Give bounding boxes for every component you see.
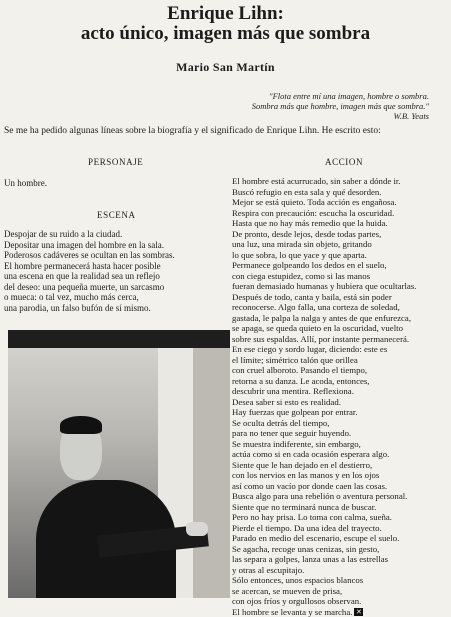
- escena-text: [4, 229, 175, 313]
- escena-line: Depositar una imagen del hombre en la sala.: [4, 240, 175, 251]
- accion-line: Siente que no terminará nunca de buscar.: [232, 502, 448, 513]
- accion-line: reconocerse. Algo falla, una corteza de soledad,: [232, 302, 448, 313]
- epigraph-attribution: W.B. Yeats: [252, 111, 429, 121]
- accion-line: Se oculta detrás del tiempo,: [232, 418, 448, 429]
- escena-line: Poderosos cadáveres se ocultan en las sombras.: [4, 250, 175, 261]
- accion-line: el límite; simétrico talón que orillea: [232, 355, 448, 366]
- accion-line: y otras al escupitajo.: [232, 565, 448, 576]
- accion-line: así como un vacío por donde caen las cosas.: [232, 481, 448, 492]
- escena-line: o mueca: o tal vez, mucho más cerca,: [4, 292, 175, 303]
- accion-line: con los nervios en las manos y en los ojos: [232, 470, 448, 481]
- epigraph-line: "Flota entre mí una imagen, hombre o sombra.: [252, 91, 429, 101]
- accion-line: las separa a golpes, lanza unas a las estrellas: [232, 554, 448, 565]
- accion-line: actúa como si en cada ocasión esperara algo.: [232, 449, 448, 460]
- accion-line: con cruel alboroto. Pasando el tiempo,: [232, 365, 448, 376]
- escena-line: una parodia, un falso bufón de sí mismo.: [4, 303, 175, 314]
- accion-line: Hasta que no hay más remedio que la huida.: [232, 218, 448, 229]
- accion-line: gastada, le palpa la nalga y antes de que enfurezca,: [232, 313, 448, 324]
- accion-line: Sólo entonces, unos espacios blancos: [232, 575, 448, 586]
- article-title-line-1: Enrique Lihn:: [0, 4, 451, 24]
- accion-line: Se muestra indiferente, sin embargo,: [232, 439, 448, 450]
- article-title-line-2: acto único, imagen más que sombra: [0, 24, 451, 44]
- accion-line: Pierde el tiempo. Da una idea del trayecto.: [232, 523, 448, 534]
- accion-line: con ciega estupidez, como si las manos: [232, 271, 448, 282]
- accion-line: una luz, una mirada sin objeto, gritando: [232, 239, 448, 250]
- accion-line: para no tener que seguir huyendo.: [232, 428, 448, 439]
- accion-line: Buscó refugio en esta sala y qué desorden.: [232, 187, 448, 198]
- accion-line: se apaga, se queda quieto en la oscuridad, vuelto: [232, 323, 448, 334]
- accion-line: Siente que le han dejado en el destierro,: [232, 460, 448, 471]
- accion-line: Permanece golpeando los dedos en el suelo,: [232, 260, 448, 271]
- accion-line: retorna a su danza. Le acoda, entonces,: [232, 376, 448, 387]
- accion-heading: ACCION: [325, 157, 363, 167]
- accion-line: El hombre se levanta y se marcha. ✕: [232, 607, 448, 617]
- accion-line: Busca algo para una rebelión o aventura personal.: [232, 491, 448, 502]
- epigraph-line: Sombra más que hombre, imagen más que sombra.": [252, 101, 429, 111]
- accion-line: Respira con precaución: escucha la oscuridad.: [232, 208, 448, 219]
- intro-paragraph: Se me ha pedido algunas líneas sobre la biografía y el significado de Enrique Lihn. He escrito esto:: [4, 126, 444, 136]
- escena-heading: ESCENA: [97, 210, 136, 220]
- accion-line: Pero no hay prisa. Lo toma con calma, sueña.: [232, 512, 448, 523]
- accion-line: Se agacha, recoge unas cenizas, sin gesto,: [232, 544, 448, 555]
- accion-line: El hombre está acurrucado, sin saber a dónde ir.: [232, 176, 448, 187]
- accion-line: se acercan, se mueven de prisa,: [232, 586, 448, 597]
- escena-line: una escena en que la realidad sea un reflejo: [4, 271, 175, 282]
- author-photo: [8, 330, 230, 598]
- escena-line: del deseo: una pequeña muerte, un sarcasmo: [4, 282, 175, 293]
- accion-line: En ese ciego y sordo lugar, diciendo: este es: [232, 344, 448, 355]
- accion-line: De pronto, desde lejos, desde todas partes,: [232, 229, 448, 240]
- escena-line: Despojar de su ruido a la ciudad.: [4, 229, 175, 240]
- accion-line: Desea saber si esto es realidad.: [232, 397, 448, 408]
- personaje-text: Un hombre.: [4, 178, 47, 188]
- accion-line: sobre sus espaldas. Allí, por instante permanecerá.: [232, 334, 448, 345]
- accion-line: con ojos fríos y orgullosos observan.: [232, 596, 448, 607]
- accion-line: fueran demasiado humanas y hubiera que ocultarlas.: [232, 281, 448, 292]
- accion-line: lo que sobra, lo que yace y que aparta.: [232, 250, 448, 261]
- accion-line: Mejor se está quieto. Toda acción es engañosa.: [232, 197, 448, 208]
- accion-line: Parado en medio del escenario, escupe el suelo.: [232, 533, 448, 544]
- end-mark-icon: ✕: [354, 608, 363, 616]
- epigraph: [252, 91, 429, 121]
- escena-line: El hombre permanecerá hasta hacer posible: [4, 261, 175, 272]
- accion-line: descubrir una mentira. Reflexiona.: [232, 386, 448, 397]
- accion-text: [232, 176, 448, 617]
- personaje-heading: PERSONAJE: [88, 157, 143, 167]
- author-name: Mario San Martín: [0, 60, 451, 75]
- accion-line: Después de todo, canta y baila, está sin poder: [232, 292, 448, 303]
- accion-line: Hay fuerzas que golpean por entrar.: [232, 407, 448, 418]
